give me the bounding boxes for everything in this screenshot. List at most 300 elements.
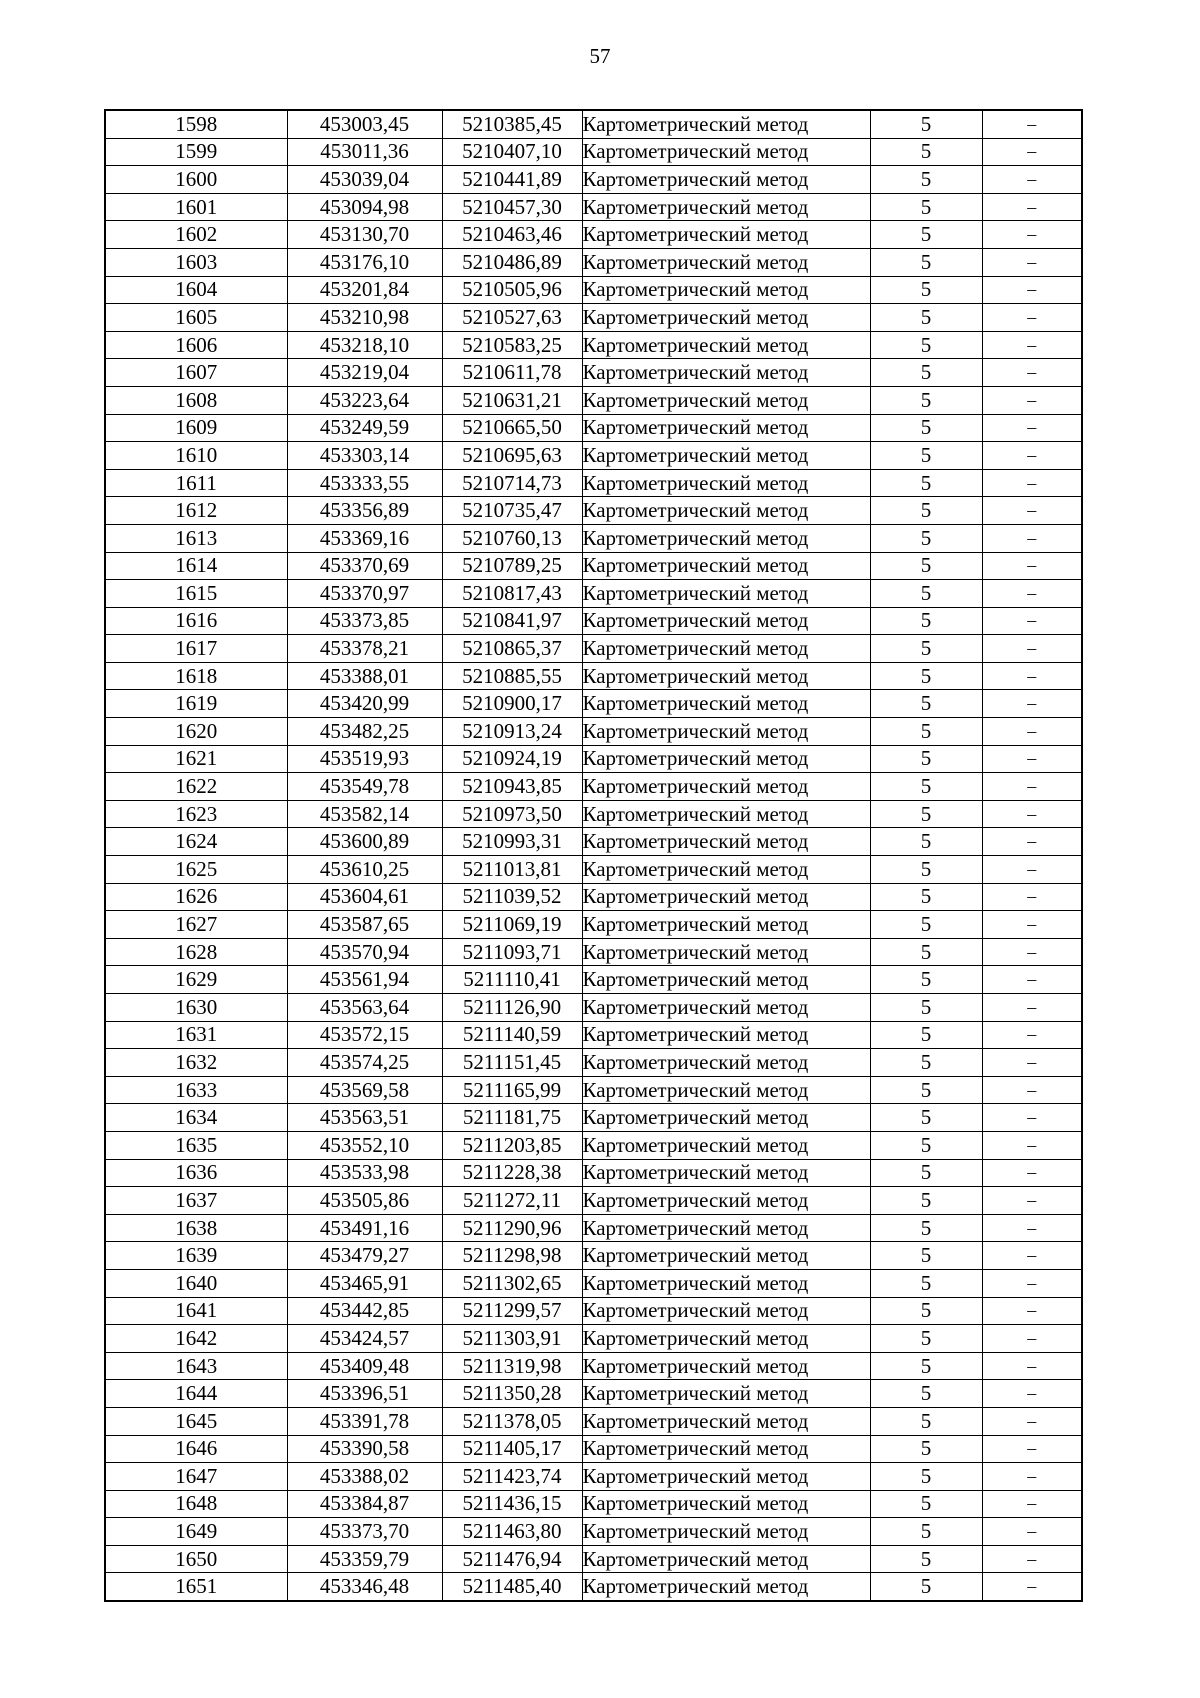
- method-cell: Картометрический метод: [582, 497, 870, 525]
- point-number-cell: 1633: [105, 1076, 287, 1104]
- y-coordinate-cell: 5211013,81: [442, 856, 582, 884]
- table-row: [105, 193, 1082, 221]
- y-coordinate-cell: 5211039,52: [442, 883, 582, 911]
- accuracy-cell: 5: [870, 1021, 982, 1049]
- method-cell: Картометрический метод: [582, 414, 870, 442]
- table-row: [105, 1049, 1082, 1077]
- table-row: [105, 386, 1082, 414]
- dash-cell: –: [982, 1297, 1082, 1325]
- dash-cell: –: [982, 221, 1082, 249]
- dash-cell: –: [982, 773, 1082, 801]
- method-cell: Картометрический метод: [582, 745, 870, 773]
- point-number-cell: 1623: [105, 800, 287, 828]
- table-row: [105, 524, 1082, 552]
- dash-cell: –: [982, 1573, 1082, 1601]
- accuracy-cell: 5: [870, 1380, 982, 1408]
- method-cell: Картометрический метод: [582, 248, 870, 276]
- y-coordinate-cell: 5210924,19: [442, 745, 582, 773]
- x-coordinate-cell: 453370,69: [287, 552, 442, 580]
- method-cell: Картометрический метод: [582, 607, 870, 635]
- y-coordinate-cell: 5211290,96: [442, 1214, 582, 1242]
- x-coordinate-cell: 453552,10: [287, 1131, 442, 1159]
- point-number-cell: 1617: [105, 635, 287, 663]
- x-coordinate-cell: 453574,25: [287, 1049, 442, 1077]
- method-cell: Картометрический метод: [582, 690, 870, 718]
- method-cell: Картометрический метод: [582, 442, 870, 470]
- table-row: [105, 745, 1082, 773]
- table-row: [105, 221, 1082, 249]
- point-number-cell: 1620: [105, 718, 287, 746]
- point-number-cell: 1611: [105, 469, 287, 497]
- accuracy-cell: 5: [870, 304, 982, 332]
- y-coordinate-cell: 5211165,99: [442, 1076, 582, 1104]
- x-coordinate-cell: 453563,64: [287, 994, 442, 1022]
- table-row: [105, 1380, 1082, 1408]
- dash-cell: –: [982, 966, 1082, 994]
- accuracy-cell: 5: [870, 248, 982, 276]
- table-row: [105, 607, 1082, 635]
- dash-cell: –: [982, 138, 1082, 166]
- table-row: [105, 1407, 1082, 1435]
- y-coordinate-cell: 5210631,21: [442, 386, 582, 414]
- accuracy-cell: 5: [870, 745, 982, 773]
- accuracy-cell: 5: [870, 1435, 982, 1463]
- y-coordinate-cell: 5210735,47: [442, 497, 582, 525]
- point-number-cell: 1628: [105, 938, 287, 966]
- point-number-cell: 1645: [105, 1407, 287, 1435]
- method-cell: Картометрический метод: [582, 635, 870, 663]
- accuracy-cell: 5: [870, 1545, 982, 1573]
- point-number-cell: 1610: [105, 442, 287, 470]
- y-coordinate-cell: 5211423,74: [442, 1463, 582, 1491]
- y-coordinate-cell: 5210760,13: [442, 524, 582, 552]
- y-coordinate-cell: 5211378,05: [442, 1407, 582, 1435]
- point-number-cell: 1631: [105, 1021, 287, 1049]
- method-cell: Картометрический метод: [582, 773, 870, 801]
- accuracy-cell: 5: [870, 883, 982, 911]
- dash-cell: –: [982, 1269, 1082, 1297]
- x-coordinate-cell: 453600,89: [287, 828, 442, 856]
- table-row: [105, 690, 1082, 718]
- y-coordinate-cell: 5211069,19: [442, 911, 582, 939]
- table-row: [105, 1490, 1082, 1518]
- point-number-cell: 1647: [105, 1463, 287, 1491]
- table-row: [105, 1545, 1082, 1573]
- x-coordinate-cell: 453563,51: [287, 1104, 442, 1132]
- dash-cell: –: [982, 276, 1082, 304]
- dash-cell: –: [982, 1076, 1082, 1104]
- method-cell: Картометрический метод: [582, 856, 870, 884]
- point-number-cell: 1637: [105, 1187, 287, 1215]
- x-coordinate-cell: 453572,15: [287, 1021, 442, 1049]
- accuracy-cell: 5: [870, 607, 982, 635]
- y-coordinate-cell: 5210943,85: [442, 773, 582, 801]
- point-number-cell: 1640: [105, 1269, 287, 1297]
- method-cell: Картометрический метод: [582, 1187, 870, 1215]
- table-row: [105, 469, 1082, 497]
- y-coordinate-cell: 5210505,96: [442, 276, 582, 304]
- point-number-cell: 1639: [105, 1242, 287, 1270]
- point-number-cell: 1598: [105, 110, 287, 138]
- method-cell: Картометрический метод: [582, 1159, 870, 1187]
- table-row: [105, 1435, 1082, 1463]
- point-number-cell: 1606: [105, 331, 287, 359]
- table-row: [105, 138, 1082, 166]
- dash-cell: –: [982, 1407, 1082, 1435]
- x-coordinate-cell: 453378,21: [287, 635, 442, 663]
- dash-cell: –: [982, 414, 1082, 442]
- table-row: [105, 1297, 1082, 1325]
- method-cell: Картометрический метод: [582, 552, 870, 580]
- method-cell: Картометрический метод: [582, 331, 870, 359]
- x-coordinate-cell: 453391,78: [287, 1407, 442, 1435]
- dash-cell: –: [982, 635, 1082, 663]
- accuracy-cell: 5: [870, 635, 982, 663]
- method-cell: Картометрический метод: [582, 1380, 870, 1408]
- accuracy-cell: 5: [870, 1049, 982, 1077]
- dash-cell: –: [982, 359, 1082, 387]
- y-coordinate-cell: 5210527,63: [442, 304, 582, 332]
- accuracy-cell: 5: [870, 552, 982, 580]
- dash-cell: –: [982, 469, 1082, 497]
- x-coordinate-cell: 453094,98: [287, 193, 442, 221]
- accuracy-cell: 5: [870, 497, 982, 525]
- table-row: [105, 828, 1082, 856]
- point-number-cell: 1630: [105, 994, 287, 1022]
- coordinates-table-body: [105, 110, 1082, 1601]
- y-coordinate-cell: 5210841,97: [442, 607, 582, 635]
- point-number-cell: 1644: [105, 1380, 287, 1408]
- table-row: [105, 1518, 1082, 1546]
- table-row: [105, 1269, 1082, 1297]
- accuracy-cell: 5: [870, 662, 982, 690]
- x-coordinate-cell: 453505,86: [287, 1187, 442, 1215]
- table-row: [105, 414, 1082, 442]
- method-cell: Картометрический метод: [582, 1490, 870, 1518]
- accuracy-cell: 5: [870, 718, 982, 746]
- point-number-cell: 1608: [105, 386, 287, 414]
- dash-cell: –: [982, 690, 1082, 718]
- accuracy-cell: 5: [870, 469, 982, 497]
- accuracy-cell: 5: [870, 1325, 982, 1353]
- dash-cell: –: [982, 193, 1082, 221]
- table-row: [105, 662, 1082, 690]
- table-row: [105, 1325, 1082, 1353]
- table-row: [105, 110, 1082, 138]
- y-coordinate-cell: 5210385,45: [442, 110, 582, 138]
- method-cell: Картометрический метод: [582, 580, 870, 608]
- table-row: [105, 166, 1082, 194]
- accuracy-cell: 5: [870, 1131, 982, 1159]
- method-cell: Картометрический метод: [582, 1352, 870, 1380]
- method-cell: Картометрический метод: [582, 883, 870, 911]
- x-coordinate-cell: 453003,45: [287, 110, 442, 138]
- point-number-cell: 1607: [105, 359, 287, 387]
- accuracy-cell: 5: [870, 911, 982, 939]
- point-number-cell: 1650: [105, 1545, 287, 1573]
- x-coordinate-cell: 453176,10: [287, 248, 442, 276]
- x-coordinate-cell: 453491,16: [287, 1214, 442, 1242]
- table-row: [105, 331, 1082, 359]
- accuracy-cell: 5: [870, 1352, 982, 1380]
- accuracy-cell: 5: [870, 193, 982, 221]
- point-number-cell: 1612: [105, 497, 287, 525]
- table-row: [105, 1187, 1082, 1215]
- x-coordinate-cell: 453223,64: [287, 386, 442, 414]
- method-cell: Картометрический метод: [582, 1104, 870, 1132]
- method-cell: Картометрический метод: [582, 994, 870, 1022]
- table-row: [105, 1463, 1082, 1491]
- table-row: [105, 938, 1082, 966]
- dash-cell: –: [982, 1545, 1082, 1573]
- dash-cell: –: [982, 442, 1082, 470]
- table-row: [105, 497, 1082, 525]
- x-coordinate-cell: 453130,70: [287, 221, 442, 249]
- method-cell: Картометрический метод: [582, 718, 870, 746]
- dash-cell: –: [982, 718, 1082, 746]
- dash-cell: –: [982, 1131, 1082, 1159]
- point-number-cell: 1649: [105, 1518, 287, 1546]
- dash-cell: –: [982, 938, 1082, 966]
- method-cell: Картометрический метод: [582, 386, 870, 414]
- method-cell: Картометрический метод: [582, 110, 870, 138]
- accuracy-cell: 5: [870, 166, 982, 194]
- x-coordinate-cell: 453569,58: [287, 1076, 442, 1104]
- accuracy-cell: 5: [870, 828, 982, 856]
- x-coordinate-cell: 453442,85: [287, 1297, 442, 1325]
- table-row: [105, 1104, 1082, 1132]
- accuracy-cell: 5: [870, 1407, 982, 1435]
- method-cell: Картометрический метод: [582, 1407, 870, 1435]
- point-number-cell: 1599: [105, 138, 287, 166]
- x-coordinate-cell: 453396,51: [287, 1380, 442, 1408]
- table-row: [105, 442, 1082, 470]
- y-coordinate-cell: 5210463,46: [442, 221, 582, 249]
- dash-cell: –: [982, 1518, 1082, 1546]
- method-cell: Картометрический метод: [582, 662, 870, 690]
- dash-cell: –: [982, 1021, 1082, 1049]
- x-coordinate-cell: 453388,01: [287, 662, 442, 690]
- point-number-cell: 1600: [105, 166, 287, 194]
- accuracy-cell: 5: [870, 966, 982, 994]
- y-coordinate-cell: 5210973,50: [442, 800, 582, 828]
- x-coordinate-cell: 453303,14: [287, 442, 442, 470]
- dash-cell: –: [982, 1214, 1082, 1242]
- x-coordinate-cell: 453346,48: [287, 1573, 442, 1601]
- y-coordinate-cell: 5210817,43: [442, 580, 582, 608]
- y-coordinate-cell: 5211463,80: [442, 1518, 582, 1546]
- dash-cell: –: [982, 856, 1082, 884]
- point-number-cell: 1604: [105, 276, 287, 304]
- y-coordinate-cell: 5210611,78: [442, 359, 582, 387]
- table-row: [105, 1076, 1082, 1104]
- table-row: [105, 1214, 1082, 1242]
- dash-cell: –: [982, 386, 1082, 414]
- x-coordinate-cell: 453373,70: [287, 1518, 442, 1546]
- accuracy-cell: 5: [870, 138, 982, 166]
- x-coordinate-cell: 453533,98: [287, 1159, 442, 1187]
- y-coordinate-cell: 5211110,41: [442, 966, 582, 994]
- accuracy-cell: 5: [870, 773, 982, 801]
- table-row: [105, 856, 1082, 884]
- method-cell: Картометрический метод: [582, 359, 870, 387]
- y-coordinate-cell: 5211181,75: [442, 1104, 582, 1132]
- x-coordinate-cell: 453249,59: [287, 414, 442, 442]
- accuracy-cell: 5: [870, 800, 982, 828]
- y-coordinate-cell: 5211485,40: [442, 1573, 582, 1601]
- point-number-cell: 1651: [105, 1573, 287, 1601]
- y-coordinate-cell: 5210486,89: [442, 248, 582, 276]
- dash-cell: –: [982, 110, 1082, 138]
- point-number-cell: 1642: [105, 1325, 287, 1353]
- y-coordinate-cell: 5210885,55: [442, 662, 582, 690]
- accuracy-cell: 5: [870, 1490, 982, 1518]
- y-coordinate-cell: 5210865,37: [442, 635, 582, 663]
- method-cell: Картометрический метод: [582, 938, 870, 966]
- method-cell: Картометрический метод: [582, 1214, 870, 1242]
- y-coordinate-cell: 5210714,73: [442, 469, 582, 497]
- dash-cell: –: [982, 1490, 1082, 1518]
- accuracy-cell: 5: [870, 1214, 982, 1242]
- dash-cell: –: [982, 1049, 1082, 1077]
- accuracy-cell: 5: [870, 1269, 982, 1297]
- y-coordinate-cell: 5210900,17: [442, 690, 582, 718]
- y-coordinate-cell: 5210993,31: [442, 828, 582, 856]
- dash-cell: –: [982, 552, 1082, 580]
- accuracy-cell: 5: [870, 414, 982, 442]
- table-row: [105, 1242, 1082, 1270]
- dash-cell: –: [982, 1159, 1082, 1187]
- y-coordinate-cell: 5211093,71: [442, 938, 582, 966]
- dash-cell: –: [982, 800, 1082, 828]
- x-coordinate-cell: 453369,16: [287, 524, 442, 552]
- point-number-cell: 1613: [105, 524, 287, 552]
- accuracy-cell: 5: [870, 994, 982, 1022]
- method-cell: Картометрический метод: [582, 1463, 870, 1491]
- y-coordinate-cell: 5210913,24: [442, 718, 582, 746]
- y-coordinate-cell: 5211298,98: [442, 1242, 582, 1270]
- point-number-cell: 1638: [105, 1214, 287, 1242]
- x-coordinate-cell: 453359,79: [287, 1545, 442, 1573]
- y-coordinate-cell: 5210695,63: [442, 442, 582, 470]
- accuracy-cell: 5: [870, 359, 982, 387]
- method-cell: Картометрический метод: [582, 469, 870, 497]
- y-coordinate-cell: 5210441,89: [442, 166, 582, 194]
- dash-cell: –: [982, 1435, 1082, 1463]
- table-row: [105, 1352, 1082, 1380]
- method-cell: Картометрический метод: [582, 1573, 870, 1601]
- point-number-cell: 1646: [105, 1435, 287, 1463]
- dash-cell: –: [982, 497, 1082, 525]
- x-coordinate-cell: 453218,10: [287, 331, 442, 359]
- y-coordinate-cell: 5211151,45: [442, 1049, 582, 1077]
- dash-cell: –: [982, 883, 1082, 911]
- accuracy-cell: 5: [870, 1297, 982, 1325]
- method-cell: Картометрический метод: [582, 1049, 870, 1077]
- table-row: [105, 1159, 1082, 1187]
- table-row: [105, 994, 1082, 1022]
- coordinates-table: [104, 109, 1083, 1602]
- point-number-cell: 1635: [105, 1131, 287, 1159]
- accuracy-cell: 5: [870, 221, 982, 249]
- method-cell: Картометрический метод: [582, 966, 870, 994]
- y-coordinate-cell: 5211436,15: [442, 1490, 582, 1518]
- table-row: [105, 883, 1082, 911]
- dash-cell: –: [982, 1187, 1082, 1215]
- table-row: [105, 248, 1082, 276]
- point-number-cell: 1616: [105, 607, 287, 635]
- dash-cell: –: [982, 745, 1082, 773]
- x-coordinate-cell: 453519,93: [287, 745, 442, 773]
- method-cell: Картометрический метод: [582, 1545, 870, 1573]
- accuracy-cell: 5: [870, 1159, 982, 1187]
- point-number-cell: 1605: [105, 304, 287, 332]
- method-cell: Картометрический метод: [582, 800, 870, 828]
- y-coordinate-cell: 5210665,50: [442, 414, 582, 442]
- y-coordinate-cell: 5211299,57: [442, 1297, 582, 1325]
- point-number-cell: 1614: [105, 552, 287, 580]
- table-row: [105, 966, 1082, 994]
- dash-cell: –: [982, 1104, 1082, 1132]
- x-coordinate-cell: 453610,25: [287, 856, 442, 884]
- point-number-cell: 1634: [105, 1104, 287, 1132]
- point-number-cell: 1603: [105, 248, 287, 276]
- accuracy-cell: 5: [870, 1076, 982, 1104]
- y-coordinate-cell: 5210583,25: [442, 331, 582, 359]
- dash-cell: –: [982, 248, 1082, 276]
- accuracy-cell: 5: [870, 1104, 982, 1132]
- x-coordinate-cell: 453219,04: [287, 359, 442, 387]
- x-coordinate-cell: 453570,94: [287, 938, 442, 966]
- dash-cell: –: [982, 304, 1082, 332]
- method-cell: Картометрический метод: [582, 1325, 870, 1353]
- point-number-cell: 1648: [105, 1490, 287, 1518]
- method-cell: Картометрический метод: [582, 221, 870, 249]
- y-coordinate-cell: 5211476,94: [442, 1545, 582, 1573]
- dash-cell: –: [982, 331, 1082, 359]
- method-cell: Картометрический метод: [582, 166, 870, 194]
- x-coordinate-cell: 453384,87: [287, 1490, 442, 1518]
- x-coordinate-cell: 453549,78: [287, 773, 442, 801]
- x-coordinate-cell: 453039,04: [287, 166, 442, 194]
- y-coordinate-cell: 5211140,59: [442, 1021, 582, 1049]
- dash-cell: –: [982, 1352, 1082, 1380]
- point-number-cell: 1629: [105, 966, 287, 994]
- point-number-cell: 1636: [105, 1159, 287, 1187]
- x-coordinate-cell: 453390,58: [287, 1435, 442, 1463]
- y-coordinate-cell: 5211228,38: [442, 1159, 582, 1187]
- accuracy-cell: 5: [870, 1518, 982, 1546]
- point-number-cell: 1622: [105, 773, 287, 801]
- y-coordinate-cell: 5211319,98: [442, 1352, 582, 1380]
- accuracy-cell: 5: [870, 580, 982, 608]
- dash-cell: –: [982, 580, 1082, 608]
- y-coordinate-cell: 5211126,90: [442, 994, 582, 1022]
- x-coordinate-cell: 453420,99: [287, 690, 442, 718]
- accuracy-cell: 5: [870, 524, 982, 552]
- point-number-cell: 1632: [105, 1049, 287, 1077]
- dash-cell: –: [982, 1242, 1082, 1270]
- point-number-cell: 1626: [105, 883, 287, 911]
- point-number-cell: 1609: [105, 414, 287, 442]
- point-number-cell: 1621: [105, 745, 287, 773]
- method-cell: Картометрический метод: [582, 304, 870, 332]
- table-row: [105, 1573, 1082, 1601]
- table-row: [105, 800, 1082, 828]
- table-row: [105, 1021, 1082, 1049]
- table-row: [105, 773, 1082, 801]
- method-cell: Картометрический метод: [582, 1021, 870, 1049]
